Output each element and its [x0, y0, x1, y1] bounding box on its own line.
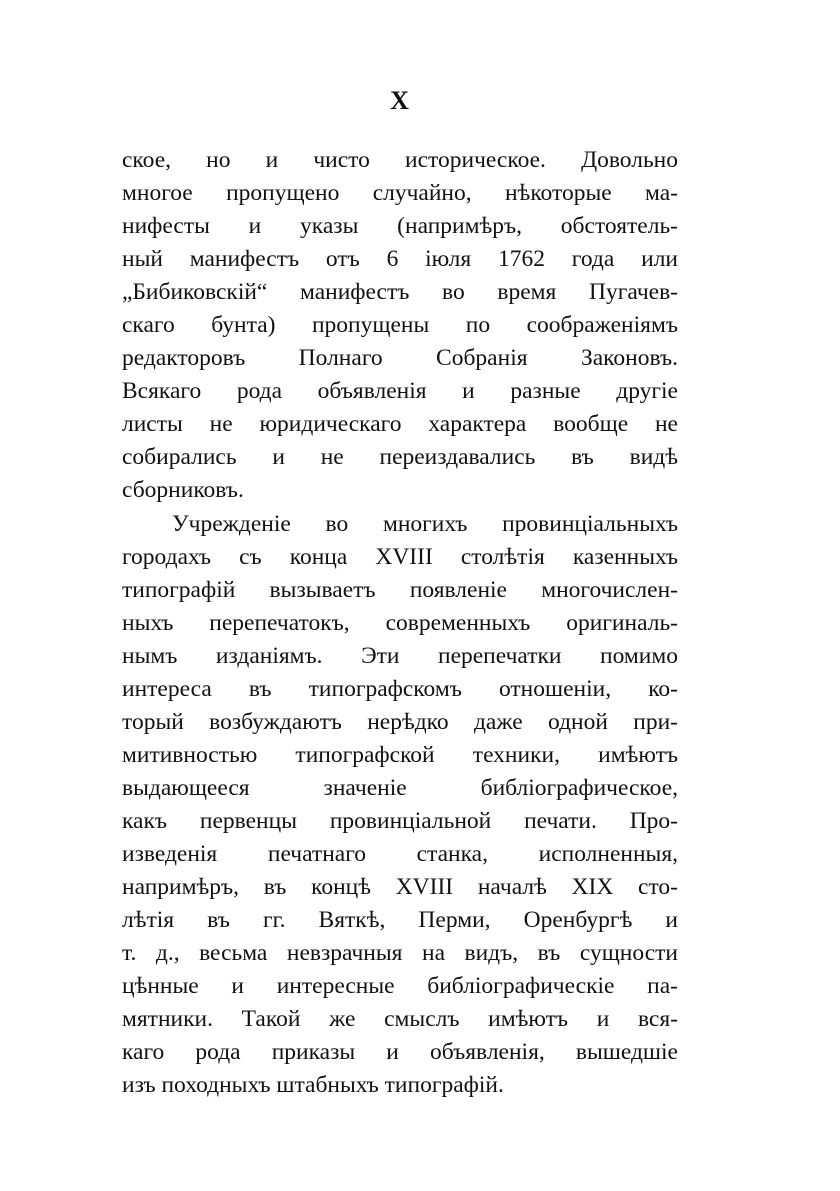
- text-line: изъ походныхъ штабныхъ типографій.: [122, 1072, 504, 1098]
- text-line: ныхъ перепечатокъ, современныхъ оригиналь-: [122, 610, 678, 636]
- text-line: сборниковъ.: [122, 477, 244, 503]
- text-line: редакторовъ Полнаго Собранія Законовъ.: [122, 345, 678, 371]
- text-line: ный манифестъ отъ 6 іюля 1762 года или: [122, 246, 678, 272]
- text-line: какъ первенцы провинціальной печати. Про-: [122, 808, 678, 834]
- text-line: собирались и не переиздавались въ видѣ: [122, 444, 678, 470]
- text-line: напримѣръ, въ концѣ XVIII началѣ XIX сто-: [122, 874, 678, 900]
- text-line: „Бибиковскій“ манифестъ во время Пугачев-: [122, 279, 678, 305]
- text-line: цѣнные и интересные библіографическіе па-: [122, 973, 678, 999]
- text-line: городахъ съ конца XVIII столѣтія казенныхъ: [122, 544, 678, 570]
- text-line: многое пропущено случайно, нѣкоторые ма-: [122, 180, 678, 206]
- text-line: мятники. Такой же смыслъ имѣютъ и вся-: [122, 1006, 678, 1032]
- text-line: нымъ изданіямъ. Эти перепечатки помимо: [122, 643, 678, 669]
- text-line: типографій вызываетъ появленіе многочислен-: [122, 577, 678, 603]
- text-line: листы не юридическаго характера вообще не: [122, 411, 678, 437]
- text-line: торый возбуждаютъ нерѣдко даже одной при-: [122, 709, 678, 735]
- text-line: нифесты и указы (напримѣръ, обстоятель-: [122, 213, 678, 239]
- text-line: изведенія печатнаго станка, исполненныя,: [122, 841, 678, 867]
- text-line: ское, но и чисто историческое. Довольно: [122, 147, 678, 173]
- text-line: выдающееся значеніе библіографическое,: [122, 775, 678, 801]
- text-line: т. д., весьма невзрачныя на видъ, въ сущности: [122, 940, 678, 966]
- page-number: X: [390, 86, 410, 115]
- text-line: каго рода приказы и объявленія, вышедшіе: [122, 1039, 678, 1065]
- text-line: Учрежденіе во многихъ провинціальныхъ: [172, 511, 678, 537]
- text-line: лѣтія въ гг. Вяткѣ, Перми, Оренбургѣ и: [122, 907, 678, 933]
- text-line: митивностью типографской техники, имѣютъ: [122, 742, 678, 768]
- text-line: скаго бунта) пропущены по соображеніямъ: [122, 312, 678, 338]
- text-line: интереса въ типографскомъ отношеніи, ко-: [122, 676, 678, 702]
- paragraph-1: [122, 144, 678, 507]
- text-line: Всякаго рода объявленія и разные другіе: [122, 378, 678, 404]
- paragraph-2: [122, 508, 678, 1102]
